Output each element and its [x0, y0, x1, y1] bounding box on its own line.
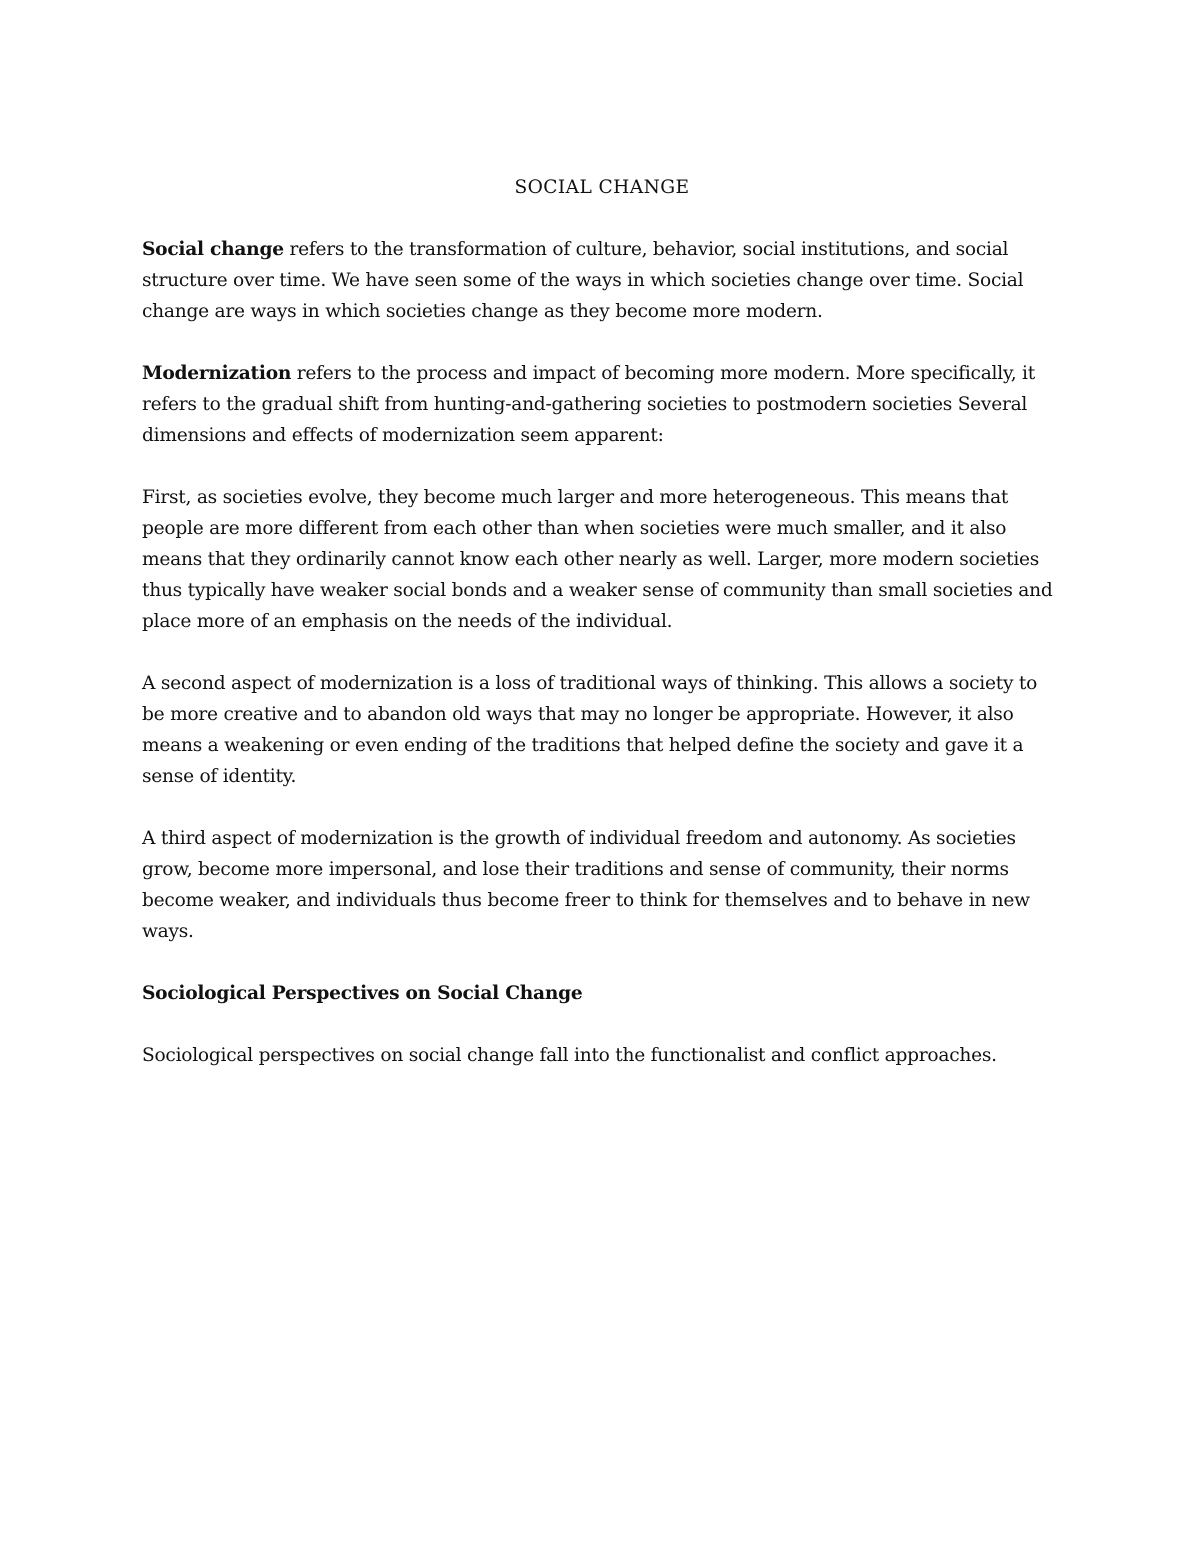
section-paragraph: Sociological perspectives on social change fall into the functionalist and conflict approaches.: [142, 1045, 997, 1066]
paragraph-third-aspect: A third aspect of modernization is the growth of individual freedom and autonomy. As societies grow, become more impersonal, and lose their traditions and sense of community, their norms become weaker, and individuals thus become freer to think for themselves and to behave in new ways.: [142, 828, 1030, 942]
paragraph-social-change: [142, 234, 1062, 327]
term-social-change: Social change: [142, 239, 284, 260]
term-modernization: Modernization: [142, 363, 292, 384]
paragraph-modernization: [142, 358, 1062, 451]
paragraph-first-aspect: First, as societies evolve, they become much larger and more heterogeneous. This means that people are more different from each other than when societies were much smaller, and it also means that they ordinarily cannot know each other nearly as well. Larger, more modern societies thus typically have weaker social bonds and a weaker sense of community than small societies and place more of an emphasis on the needs of the individual.: [142, 487, 1053, 632]
paragraph-text: refers to the transformation of culture, behavior, social institutions, and social structure over time. We have seen some of the ways in which societies change over time. Social change are ways in which societies change as they become more modern.: [142, 239, 1024, 322]
paragraph-text: refers to the process and impact of becoming more modern. More specifically, it refers to the gradual shift from hunting-and-gathering societies to postmodern societies Several dimensions and effects of modernization seem apparent:: [142, 363, 1035, 446]
document-title: SOCIAL CHANGE: [514, 177, 690, 198]
section-heading: Sociological Perspectives on Social Change: [142, 983, 583, 1004]
paragraph-second-aspect: A second aspect of modernization is a loss of traditional ways of thinking. This allows a society to be more creative and to abandon old ways that may no longer be appropriate. However, it also means a weakening or even ending of the traditions that helped define the society and gave it a sense of identity.: [142, 673, 1038, 787]
document-body: [142, 172, 1062, 1102]
